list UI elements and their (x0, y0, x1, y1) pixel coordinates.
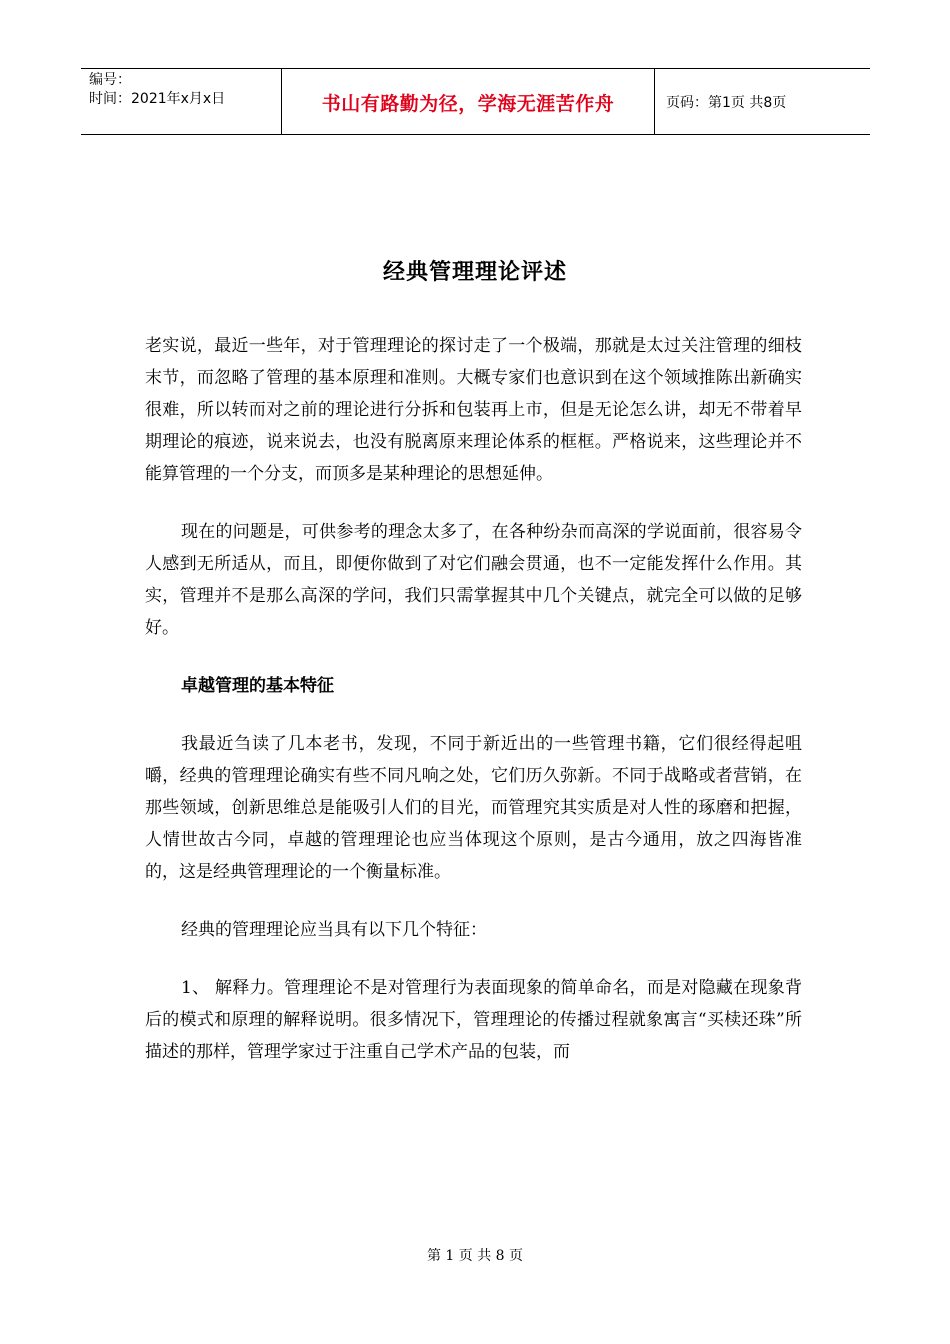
paragraph-intro: 老实说，最近一些年，对于管理理论的探讨走了一个极端，那就是太过关注管理的细枝末节，而忽略了管理的基本原理和准则。大概专家们也意识到在这个领域推陈出新确实很难，所以转而对之前的理论进行分拆和包装再上市，但是无论怎么讲，却无不带着早期理论的痕迹，说来说去，也没有脱离原来理论体系的框框。严格说来，这些理论并不能算管理的一个分支，而顶多是某种理论的思想延伸。 (145, 336, 802, 484)
paragraph-classics: 我最近刍读了几本老书，发现，不同于新近出的一些管理书籍，它们很经得起咀嚼，经典的管理理论确实有些不同凡响之处，它们历久弥新。不同于战略或者营销，在那些领域，创新思维总是能吸引人们的目光，而管理究其实质是对人性的琢磨和把握，人情世故古今同，卓越的管理理论也应当体现这个原则，是古今通用，放之四海皆准的，这是经典管理理论的一个衡量标准。 (145, 734, 802, 882)
header-meta (81, 69, 282, 134)
paragraph-features-intro: 经典的管理理论应当具有以下几个特征： (181, 920, 487, 940)
document-body (145, 330, 802, 1094)
page-footer: 第 1 页 共 8 页 (426, 1248, 524, 1264)
paragraph-problem: 现在的问题是，可供参考的理念太多了，在各种纷杂而高深的学说面前，很容易令人感到无所适从，而且，即便你做到了对它们融会贯通，也不一定能发挥什么作用。其实，管理并不是那么高深的学问，我们只需掌握其中几个关键点，就完全可以做的足够好。 (145, 522, 802, 638)
document-header (81, 68, 870, 135)
section-heading: 卓越管理的基本特征 (181, 676, 334, 696)
paragraph-feature-1: 1、 解释力。管理理论不是对管理行为表面现象的简单命名，而是对隐藏在现象背后的模式和原理的解释说明。很多情况下，管理理论的传播过程就象寓言“买椟还珠”所描述的那样，管理学家过于注重自己学术产品的包装，而 (145, 978, 802, 1062)
document-title: 经典管理理论评述 (382, 259, 567, 285)
header-page-info: 页码：第1页 共8页 (666, 94, 787, 111)
time-label: 时间：2021年x月x日 (89, 91, 226, 107)
number-label: 编号： (89, 72, 131, 88)
header-motto: 书山有路勤为径，学海无涯苦作舟 (282, 69, 655, 134)
